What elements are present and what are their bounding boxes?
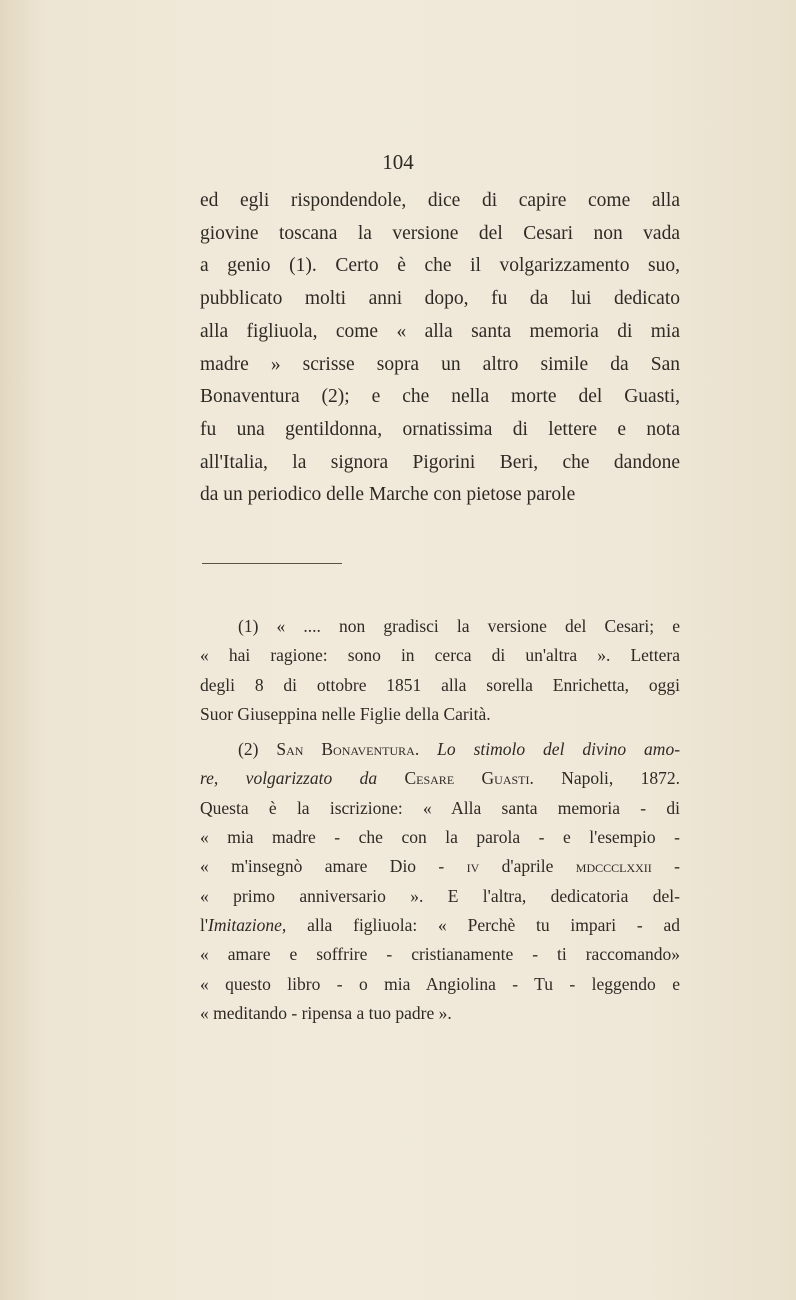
footnote-line: (1) « .... non gradisci la versione del Cesari; e xyxy=(238,616,680,636)
text-line: pubblicato molti anni dopo, fu da lui dedicato xyxy=(200,288,680,310)
roman-year: mdccclxxii xyxy=(575,856,652,877)
editor-name: Cesare Guasti xyxy=(404,768,530,789)
footnote-2 xyxy=(200,735,680,1028)
footnote-line xyxy=(200,735,680,764)
separator: . xyxy=(414,739,438,760)
footnote-line xyxy=(200,911,680,940)
text-line: Bonaventura (2); e che nella morte del Guasti, xyxy=(200,386,680,408)
text-segment: « m'insegnò amare Dio - xyxy=(200,856,467,877)
footnote-number: (2) xyxy=(238,739,277,760)
publication-info: . Napoli, 1872. xyxy=(529,768,680,789)
page-number: 104 xyxy=(382,150,414,174)
footnote-line: « questo libro - o mia Angiolina - Tu - leggendo e xyxy=(200,973,680,994)
text-segment: d'aprile xyxy=(479,856,576,877)
text-segment: l' xyxy=(200,914,209,935)
footnote-line: « primo anniversario ». E l'altra, dedicatoria del- xyxy=(200,885,680,906)
text-line: da un periodico delle Marche con pietose parole xyxy=(200,484,576,506)
space xyxy=(377,768,404,788)
author-name: San Bonaventura xyxy=(276,739,415,760)
footnote-line: « meditando - ripensa a tuo padre ». xyxy=(200,1002,452,1023)
footnote-line: Questa è la iscrizione: « Alla santa memoria - di xyxy=(200,797,680,818)
text-segment: - xyxy=(651,856,680,877)
text-line: fu una gentildonna, ornatissima di lettere e nota xyxy=(200,418,680,440)
footnote-line: « hai ragione: sono in cerca di un'altra ». Lettera xyxy=(200,645,680,666)
footnote-line: « amare e soffrire - cristianamente - ti raccomando» xyxy=(200,944,680,965)
work-title: Imitazione, xyxy=(208,914,287,935)
text-line: all'Italia, la signora Pigorini Beri, che dandone xyxy=(200,451,680,473)
footnote-line: Suor Giuseppina nelle Figlie della Carità. xyxy=(200,703,491,724)
text-line: ed egli rispondendole, dice di capire come alla xyxy=(200,190,680,211)
book-title-cont: re, volgarizzato da xyxy=(200,768,378,789)
text-line: madre » scrisse sopra un altro simile da San xyxy=(200,353,680,375)
text-segment: alla figliuola: « Perchè tu impari - ad xyxy=(286,914,680,935)
footnote-separator xyxy=(202,563,342,564)
footnote-line xyxy=(200,852,680,881)
footnote-line: degli 8 di ottobre 1851 alla sorella Enrichetta, oggi xyxy=(200,674,680,695)
footnote-line: « mia madre - che con la parola - e l'esempio - xyxy=(200,827,680,848)
footnote-1 xyxy=(200,612,680,729)
footnote-line xyxy=(200,764,680,793)
roman-numeral: iv xyxy=(466,856,480,877)
text-line: giovine toscana la versione del Cesari non vada xyxy=(200,222,680,244)
footnotes xyxy=(200,612,680,1034)
text-line: a genio (1). Certo è che il volgarizzamento suo, xyxy=(200,255,680,277)
text-line: alla figliuola, come « alla santa memoria di mia xyxy=(200,320,680,342)
book-title: Lo stimolo del divino amo- xyxy=(437,739,681,760)
main-text xyxy=(200,185,680,512)
